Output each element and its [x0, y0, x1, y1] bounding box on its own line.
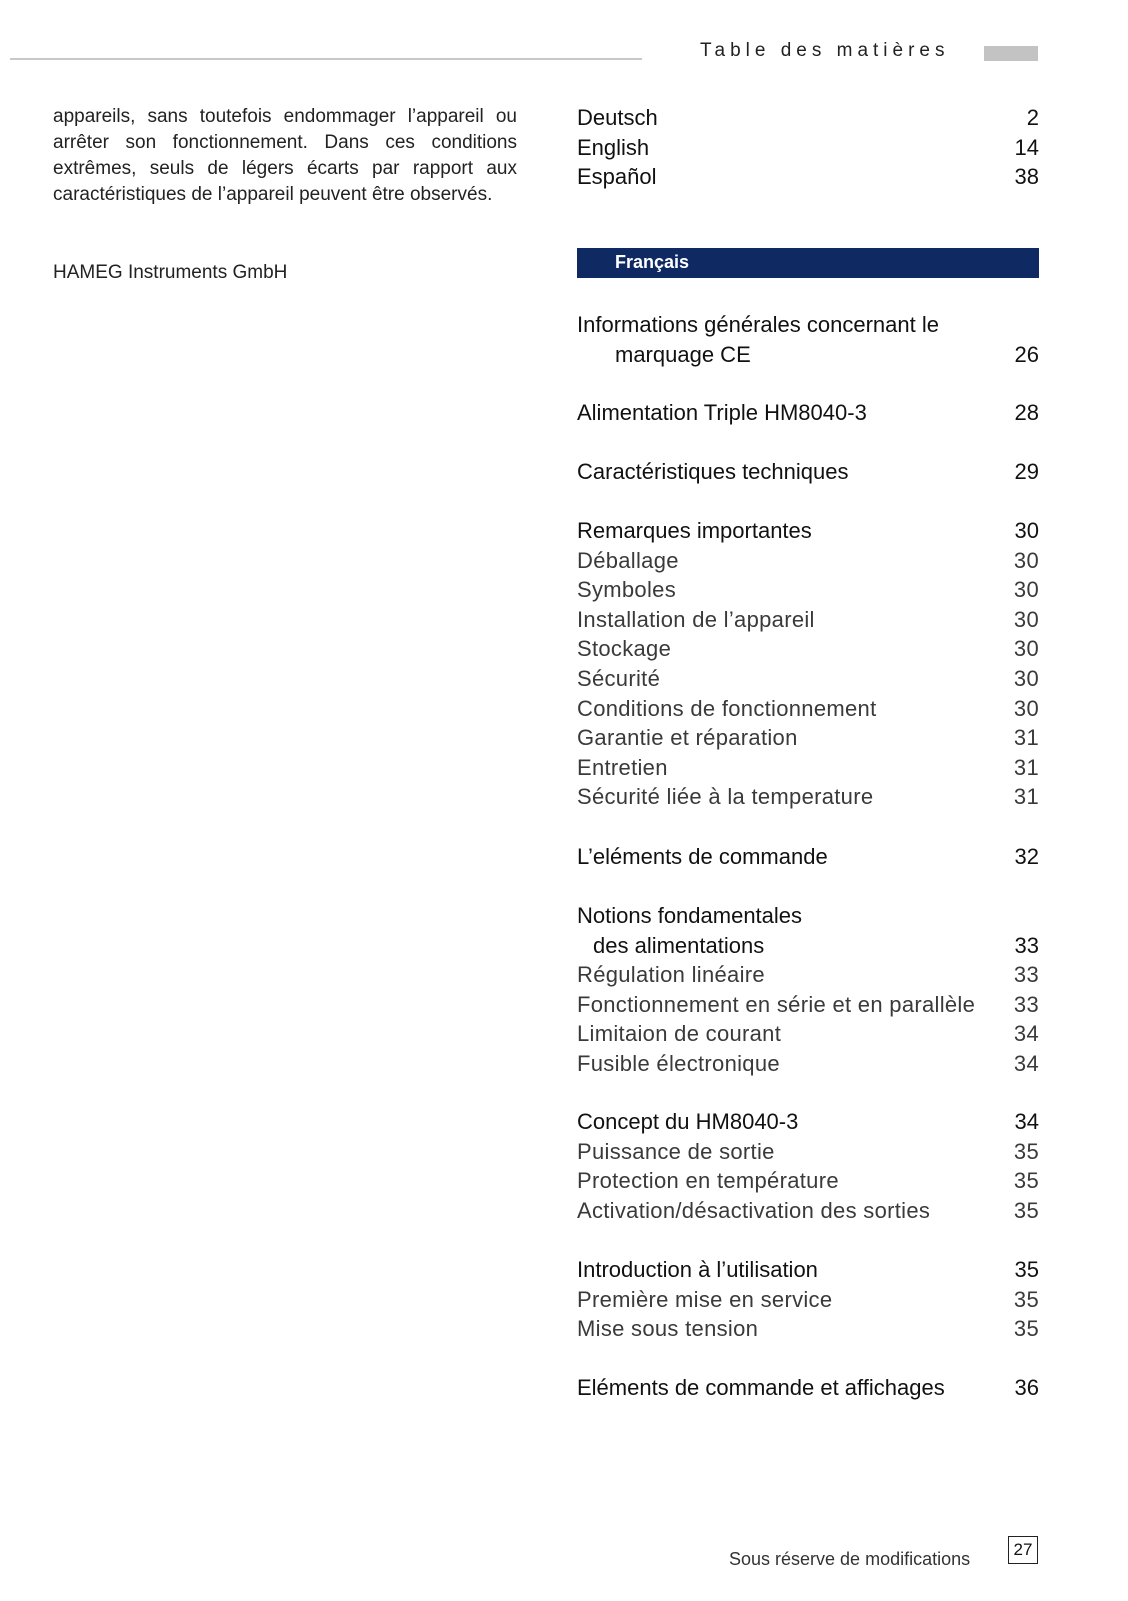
- toc-subentry-page: 33: [1013, 991, 1039, 1017]
- toc-subentry[interactable]: [577, 1137, 1039, 1167]
- toc-subentry-page: 30: [1013, 606, 1039, 632]
- toc-entry-label: L’eléments de commande: [577, 844, 828, 869]
- toc-entry-page: 35: [1014, 1257, 1039, 1282]
- language-entry-english[interactable]: [577, 133, 1039, 163]
- toc-entry-label: Eléments de commande et affichages: [577, 1375, 945, 1400]
- toc-entry-label: Informations générales concernant le: [577, 312, 939, 337]
- toc-subentry[interactable]: [577, 634, 1039, 664]
- current-language-label: Français: [615, 252, 690, 272]
- toc-subentry-page: 31: [1013, 754, 1039, 780]
- language-label: Español: [577, 164, 657, 190]
- toc-entry-label: Alimentation Triple HM8040-3: [577, 400, 867, 425]
- header-rule: [10, 58, 642, 60]
- toc-subentry-page: 30: [1013, 636, 1039, 662]
- toc-subentry[interactable]: [577, 1314, 1039, 1344]
- toc-subentry-page: 30: [1013, 547, 1039, 573]
- toc-entry[interactable]: [577, 1255, 1039, 1285]
- toc-section-concept: [577, 1107, 1039, 1225]
- toc-subentry-label: Fusible électronique: [577, 1050, 780, 1076]
- toc-subentry-page: 35: [1013, 1316, 1039, 1342]
- toc-entry-page: 36: [1014, 1375, 1039, 1400]
- header-accent-bar: [984, 46, 1038, 61]
- toc-subentry-label: Entretien: [577, 754, 668, 780]
- toc-subentry[interactable]: [577, 664, 1039, 694]
- toc-subentry-label: Déballage: [577, 547, 679, 573]
- toc-entry-label: Notions fondamentales: [577, 903, 803, 928]
- toc-subentry[interactable]: [577, 605, 1039, 635]
- toc-subentry[interactable]: [577, 990, 1039, 1020]
- toc-subentry-label: Stockage: [577, 636, 672, 662]
- toc-entry-label: des alimentations: [593, 932, 765, 958]
- toc-entry[interactable]: [577, 901, 1039, 931]
- toc-entry-label: Concept du HM8040-3: [577, 1109, 799, 1134]
- language-entry-deutsch[interactable]: [577, 103, 1039, 133]
- toc-section-controls-displays: [577, 1373, 1039, 1403]
- toc-subentry-label: Installation de l’appareil: [577, 606, 815, 632]
- toc-subentry-page: 33: [1013, 962, 1039, 988]
- toc-subentry-label: Limitaion de courant: [577, 1021, 782, 1047]
- toc-subentry[interactable]: [577, 546, 1039, 576]
- toc-subentry-page: 35: [1013, 1168, 1039, 1194]
- toc-entry-page: 29: [1014, 459, 1039, 484]
- toc-subentry-page: 31: [1013, 725, 1039, 751]
- toc-entry[interactable]: [577, 1373, 1039, 1403]
- toc-subentry-label: Conditions de fonctionnement: [577, 695, 877, 721]
- toc-entry[interactable]: [577, 457, 1039, 487]
- toc-subentry-label: Sécurité: [577, 665, 661, 691]
- toc-subentry[interactable]: [577, 694, 1039, 724]
- toc-section-controls: [577, 842, 1039, 872]
- toc-entry[interactable]: [577, 842, 1039, 872]
- language-page: 2: [1026, 105, 1039, 130]
- toc-entry-label: Caractéristiques techniques: [577, 459, 849, 484]
- toc-section-important-notes: [577, 516, 1039, 812]
- body-paragraph: appareils, sans toutefois endommager l’appareil ou arrêter son fonctionnement. Dans ces conditions extrêmes, seuls de légers écarts par rapport aux caractéristiques de l’appareil peuvent être observés.: [53, 106, 517, 205]
- toc-section-power-supply-basics: [577, 901, 1039, 1079]
- toc-subentry-label: Fonctionnement en série et en parallèle: [577, 991, 976, 1017]
- toc-entry[interactable]: [577, 1107, 1039, 1137]
- toc-entry[interactable]: [577, 340, 1039, 370]
- toc-entry-page: 34: [1014, 1109, 1039, 1134]
- toc-subentry[interactable]: [577, 960, 1039, 990]
- toc-entry-label: Remarques importantes: [577, 518, 812, 543]
- toc-section-specifications: [577, 457, 1039, 487]
- language-label: Deutsch: [577, 105, 658, 130]
- language-page: 38: [1014, 164, 1039, 190]
- language-entry-espanol[interactable]: [577, 162, 1039, 192]
- toc-subentry-label: Symboles: [577, 577, 676, 603]
- toc-entry-page: 30: [1014, 518, 1039, 543]
- toc-subentry[interactable]: [577, 1196, 1039, 1226]
- toc-entry-label: marquage CE: [615, 341, 751, 367]
- language-list: [577, 103, 1039, 192]
- toc-entry[interactable]: [577, 931, 1039, 961]
- toc-section-ce-marking: [577, 310, 1039, 369]
- toc-subentry-label: Puissance de sortie: [577, 1138, 775, 1164]
- toc-subentry-label: Sécurité liée à la temperature: [577, 784, 874, 810]
- language-page: 14: [1014, 134, 1039, 160]
- toc-subentry-page: 30: [1013, 695, 1039, 721]
- page-number: 27: [1008, 1536, 1038, 1564]
- toc-subentry[interactable]: [577, 1166, 1039, 1196]
- toc-subentry[interactable]: [577, 1019, 1039, 1049]
- footer-note: Sous réserve de modifications: [729, 1549, 971, 1569]
- toc-subentry[interactable]: [577, 1049, 1039, 1079]
- language-label: English: [577, 134, 650, 160]
- toc-subentry-page: 35: [1013, 1286, 1039, 1312]
- toc-subentry-page: 35: [1013, 1197, 1039, 1223]
- toc-subentry-label: Mise sous tension: [577, 1316, 759, 1342]
- toc-subentry-page: 31: [1013, 784, 1039, 810]
- toc-entry-page: 28: [1014, 400, 1039, 425]
- toc-entry-page: 32: [1014, 844, 1039, 869]
- toc-subentry[interactable]: [577, 753, 1039, 783]
- toc-entry[interactable]: [577, 516, 1039, 546]
- toc-subentry[interactable]: [577, 723, 1039, 753]
- toc-subentry-page: 34: [1013, 1050, 1039, 1076]
- toc-subentry[interactable]: [577, 1285, 1039, 1315]
- toc-entry-page: 33: [1014, 932, 1039, 958]
- toc-subentry-label: Première mise en service: [577, 1286, 833, 1312]
- page-title: Table des matières: [700, 40, 950, 61]
- toc-subentry-page: 34: [1013, 1021, 1039, 1047]
- toc-entry-page: 26: [1014, 341, 1039, 367]
- toc-subentry-label: Activation/désactivation des sorties: [577, 1197, 931, 1223]
- toc-subentry-label: Régulation linéaire: [577, 962, 765, 988]
- toc-entry-label: Introduction à l’utilisation: [577, 1257, 818, 1282]
- toc-entry[interactable]: [577, 398, 1039, 428]
- toc-subentry-label: Garantie et réparation: [577, 725, 798, 751]
- toc-subentry-page: 30: [1013, 577, 1039, 603]
- toc-section-introduction: [577, 1255, 1039, 1344]
- current-language-banner: [577, 248, 1039, 278]
- toc-section-triple-supply: [577, 398, 1039, 428]
- toc-subentry[interactable]: [577, 782, 1039, 812]
- toc-subentry-page: 30: [1013, 665, 1039, 691]
- company-name: HAMEG Instruments GmbH: [53, 262, 288, 283]
- toc-subentry-page: 35: [1013, 1138, 1039, 1164]
- toc-entry[interactable]: [577, 310, 1039, 340]
- toc-subentry[interactable]: [577, 575, 1039, 605]
- toc-subentry-label: Protection en température: [577, 1168, 839, 1194]
